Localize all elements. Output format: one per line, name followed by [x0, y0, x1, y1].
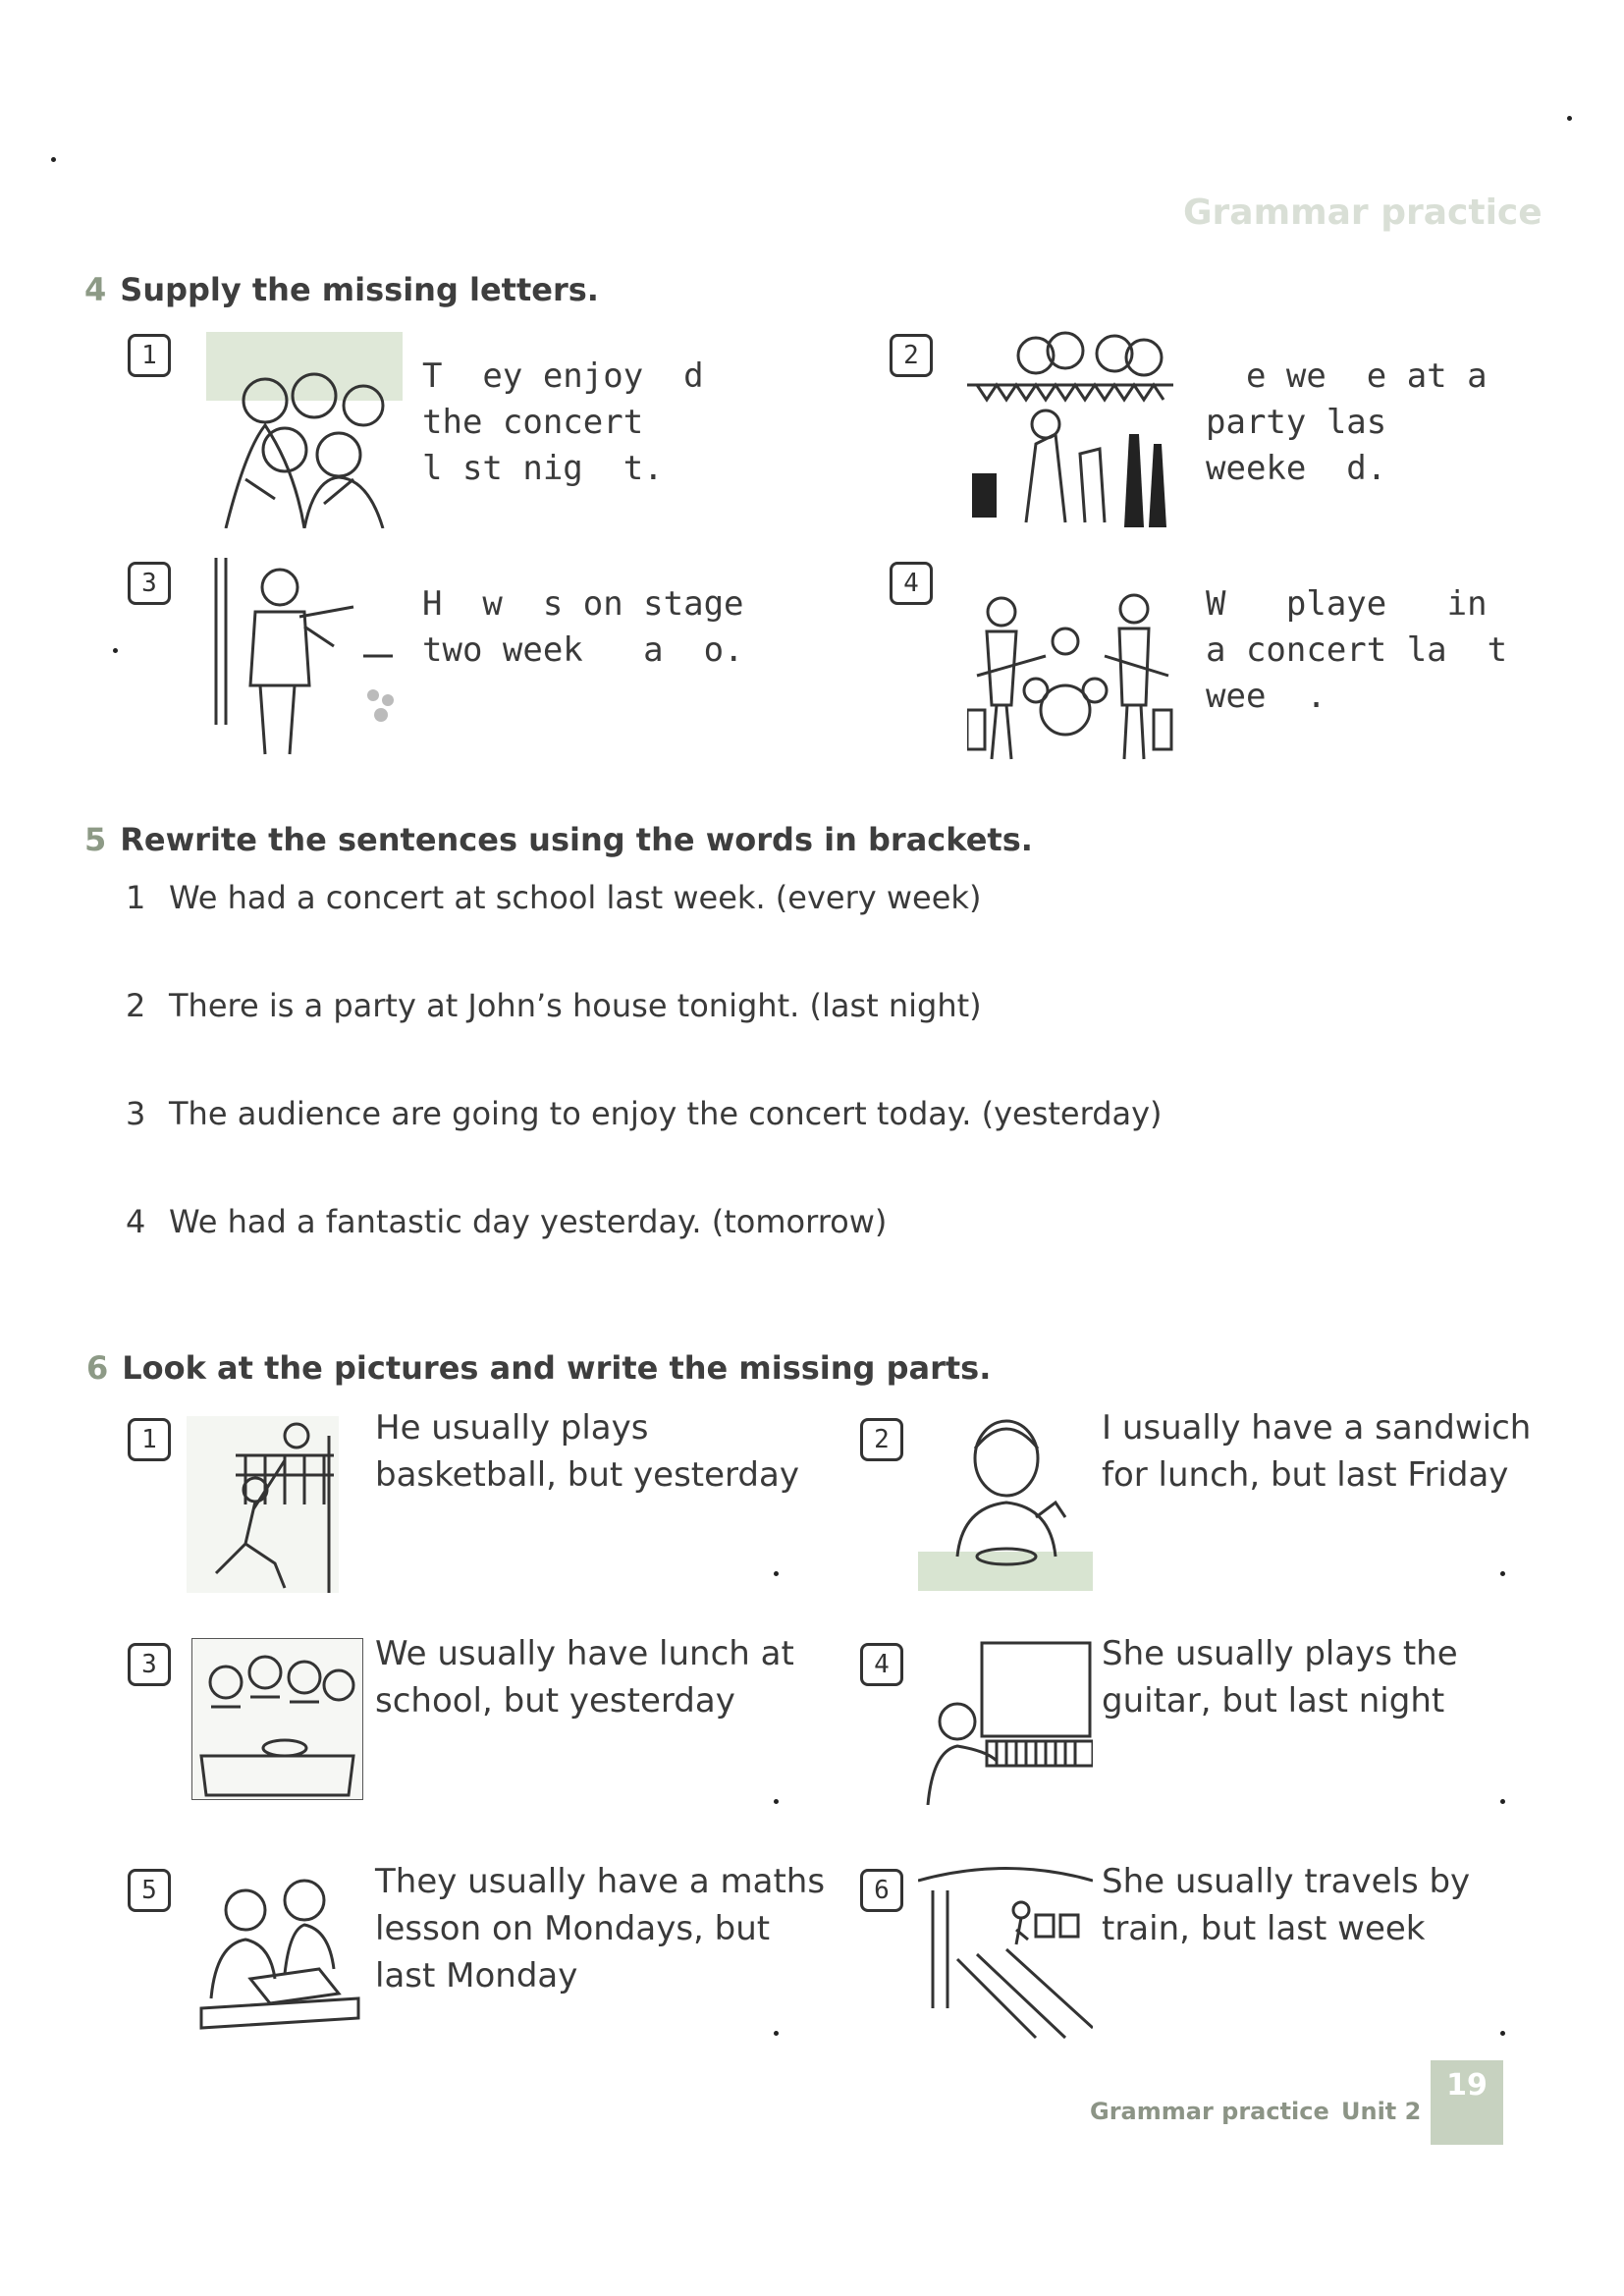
item-number: 4 — [126, 1203, 146, 1240]
item-number-box: 1 — [128, 1418, 171, 1461]
rewrite-sentence: The audience are going to enjoy the concert today. (yesterday) — [169, 1095, 1163, 1132]
item-sentence: She usually travels by train, but last week — [1102, 1862, 1471, 1948]
scan-dot — [1500, 1571, 1505, 1576]
item-number-box: 3 — [128, 562, 171, 605]
item-sentence: She usually plays the guitar, but last night — [1102, 1634, 1458, 1721]
exercise-instruction: Supply the missing letters. — [120, 271, 599, 308]
gap-sentence: W playe in a concert la t wee . — [1206, 584, 1508, 716]
item-sentence: They usually have a maths lesson on Mondays, but last Monday — [375, 1862, 826, 1995]
scan-dot — [1500, 1799, 1505, 1804]
page-header: Grammar practice — [1183, 192, 1543, 233]
violin-player-picture — [206, 558, 403, 759]
item-sentence: He usually plays basketball, but yesterday — [375, 1408, 799, 1495]
rewrite-sentence: There is a party at John’s house tonight. (last night) — [169, 987, 982, 1024]
exercise-5-heading — [84, 821, 1033, 858]
item-number-box: 6 — [860, 1869, 903, 1912]
item-number-box: 4 — [860, 1643, 903, 1686]
exercise-instruction: Look at the pictures and write the missing parts. — [122, 1349, 992, 1387]
item-sentence: We usually have lunch at school, but yesterday — [375, 1634, 794, 1721]
exercise-number: 4 — [84, 271, 107, 308]
item-number-box: 3 — [128, 1643, 171, 1686]
rewrite-item — [126, 1095, 1163, 1132]
item-number-box: 4 — [890, 562, 933, 605]
footer-section-label: Grammar practice — [1090, 2098, 1329, 2125]
item-number-box: 2 — [890, 334, 933, 377]
exercise-number: 6 — [86, 1349, 109, 1387]
concert-audience-picture — [206, 332, 403, 528]
school-lunch-picture — [191, 1638, 363, 1800]
item-number-box: 1 — [128, 334, 171, 377]
scan-dot — [774, 2031, 779, 2036]
rewrite-item — [126, 1203, 887, 1240]
gap-sentence: T ey enjoy d the concert l st nig t. — [422, 356, 704, 488]
scan-dot — [1567, 116, 1572, 121]
item-number: 1 — [126, 879, 146, 916]
exercise-instruction: Rewrite the sentences using the words in brackets. — [120, 821, 1033, 858]
gap-sentence: e we e at a party las weeke d. — [1206, 356, 1488, 488]
rewrite-item — [126, 987, 982, 1024]
piano-girl-picture — [918, 1638, 1093, 1805]
rewrite-sentence: We had a fantastic day yesterday. (tomorrow) — [169, 1203, 888, 1240]
page-number: 19 — [1431, 2060, 1503, 2145]
scan-dot — [51, 157, 56, 162]
band-concert-picture — [967, 587, 1173, 764]
scan-dot — [774, 1571, 779, 1576]
footer-unit-label: Unit 2 — [1341, 2098, 1422, 2125]
scan-dot — [774, 1799, 779, 1804]
item-number: 3 — [126, 1095, 146, 1132]
item-sentence: I usually have a sandwich for lunch, but last Friday — [1102, 1408, 1532, 1495]
scan-dot — [1500, 2031, 1505, 2036]
exercise-4-heading — [84, 271, 599, 308]
rewrite-item — [126, 879, 981, 916]
sandwich-lunch-picture — [918, 1409, 1093, 1591]
maths-lesson-picture — [191, 1861, 363, 2043]
exercise-6-heading — [86, 1349, 991, 1387]
gap-sentence: H w s on stage two week a o. — [422, 584, 744, 670]
item-number: 2 — [126, 987, 146, 1024]
scan-dot — [113, 648, 118, 653]
exercise-number: 5 — [84, 821, 107, 858]
rewrite-sentence: We had a concert at school last week. (every week) — [169, 879, 982, 916]
train-station-picture — [918, 1861, 1093, 2043]
party-picture — [967, 326, 1173, 527]
item-number-box: 2 — [860, 1418, 903, 1461]
item-number-box: 5 — [128, 1869, 171, 1912]
basketball-picture — [187, 1416, 339, 1593]
